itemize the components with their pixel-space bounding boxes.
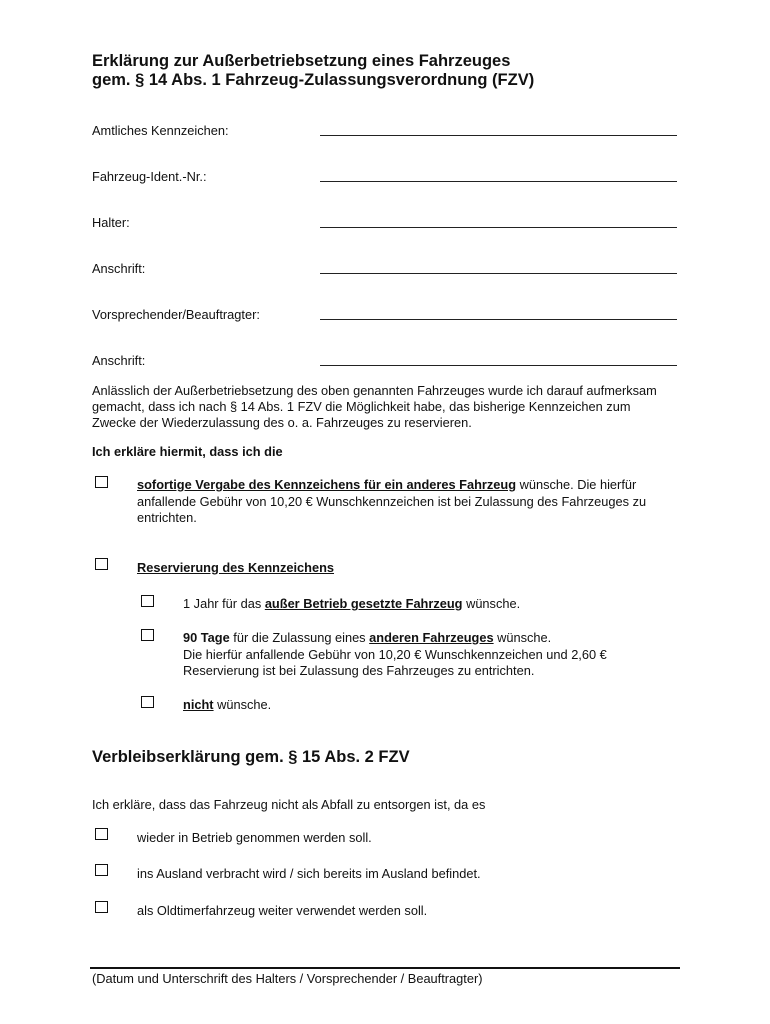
verbleib-intro: Ich erkläre, dass das Fahrzeug nicht als Abfall zu entsorgen ist, da es	[92, 797, 486, 812]
checkbox-one-year[interactable]	[141, 595, 154, 607]
document-title	[92, 52, 534, 90]
option-immediate-bold: sofortige Vergabe des Kennzeichens für ein anderes Fahrzeug	[137, 477, 517, 492]
declaration-heading: Ich erkläre hiermit, dass ich die	[92, 444, 283, 459]
verbleib-option-oldtimer: als Oldtimerfahrzeug weiter verwendet werden soll.	[137, 903, 428, 918]
checkbox-reservation[interactable]	[95, 558, 108, 570]
one-year-post: wünsche.	[462, 596, 521, 611]
checkbox-verbleib-ausland[interactable]	[95, 864, 108, 876]
checkbox-verbleib-oldtimer[interactable]	[95, 901, 108, 913]
option-immediate-rest: wünsche. Die hierfür anfallende Gebühr von 10,20 € Wunschkennzeichen ist bei Zulassung des Fahrzeuges zu entrichten.	[137, 477, 647, 525]
checkbox-immediate-assignment[interactable]	[95, 476, 108, 488]
checkbox-ninety-days[interactable]	[141, 629, 154, 641]
field-line-anschrift[interactable]	[320, 273, 677, 274]
field-line-fin[interactable]	[320, 181, 677, 182]
intro-paragraph: Anlässlich der Außerbetriebsetzung des oben genannten Fahrzeuges wurde ich darauf aufmerksam gemacht, dass ich nach § 14 Abs. 1 FZV die Möglichkeit habe, das bisherige Kennzeichen zum Zwecke der Wiederzulassung des o. a. Fahrzeuges zu reservieren.	[92, 383, 657, 430]
one-year-bold: außer Betrieb gesetzte Fahrzeug	[264, 596, 463, 611]
checkbox-not-reserve[interactable]	[141, 696, 154, 708]
ninety-days-post: wünsche.	[493, 630, 552, 645]
field-label-halter: Halter:	[92, 215, 130, 230]
field-line-halter[interactable]	[320, 227, 677, 228]
title-line-2: gem. § 14 Abs. 1 Fahrzeug-Zulassungsverordnung (FZV)	[92, 71, 535, 89]
ninety-days-note: Die hierfür anfallende Gebühr von 10,20 € Wunschkennzeichen und 2,60 € Reservierung ist bei Zulassung des Fahrzeuges zu entrichten.	[183, 646, 607, 678]
ninety-days-bold-2: anderen Fahrzeuges	[369, 630, 494, 645]
verbleib-heading: Verbleibserklärung gem. § 15 Abs. 2 FZV	[92, 748, 410, 766]
field-line-anschrift-2[interactable]	[320, 365, 677, 366]
not-bold: nicht	[183, 697, 214, 712]
field-label-fin: Fahrzeug-Ident.-Nr.:	[92, 169, 207, 184]
verbleib-option-ausland: ins Ausland verbracht wird / sich bereits im Ausland befindet.	[137, 866, 481, 881]
one-year-pre: 1 Jahr für das	[183, 596, 265, 611]
signature-line[interactable]	[90, 967, 680, 969]
option-one-year	[183, 596, 520, 613]
not-post: wünsche.	[213, 697, 272, 712]
option-ninety-days	[183, 630, 653, 680]
field-line-kennzeichen[interactable]	[320, 135, 677, 136]
option-reservation-bold: Reservierung des Kennzeichens	[137, 560, 335, 575]
checkbox-verbleib-betrieb[interactable]	[95, 828, 108, 840]
field-label-anschrift-2: Anschrift:	[92, 353, 146, 368]
field-line-beauftragter[interactable]	[320, 319, 677, 320]
option-immediate-assignment	[137, 477, 657, 527]
option-not-reserve	[183, 697, 271, 714]
field-label-beauftragter: Vorsprechender/Beauftragter:	[92, 307, 260, 322]
field-label-anschrift: Anschrift:	[92, 261, 146, 276]
title-line-1: Erklärung zur Außerbetriebsetzung eines Fahrzeuges	[92, 52, 511, 70]
signature-caption: (Datum und Unterschrift des Halters / Vorsprechender / Beauftragter)	[92, 971, 483, 986]
option-reservation	[137, 560, 334, 577]
verbleib-option-betrieb: wieder in Betrieb genommen werden soll.	[137, 830, 372, 845]
ninety-days-bold: 90 Tage	[183, 630, 230, 645]
ninety-days-mid: für die Zulassung eines	[229, 630, 370, 645]
field-label-kennzeichen: Amtliches Kennzeichen:	[92, 123, 229, 138]
